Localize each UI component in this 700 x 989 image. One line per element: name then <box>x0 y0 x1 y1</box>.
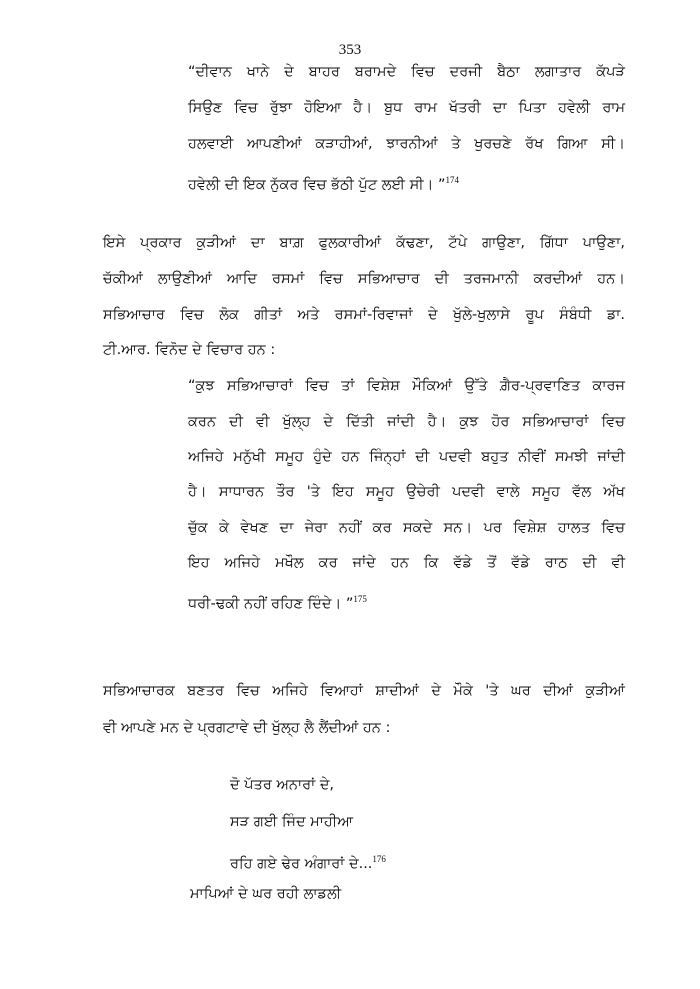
quote-line: ਹੈ। ਸਾਧਾਰਨ ਤੌਰ 'ਤੇ ਇਹ ਸਮੂਹ ਉਚੇਰੀ ਪਦਵੀ ਵਾਲੇ ਸਮੂਹ ਵੱਲ ਅੱਖ <box>188 484 625 500</box>
page-number: 353 <box>338 42 362 58</box>
quote-line: “ਕੁਝ ਸਭਿਆਚਾਰਾਂ ਵਿਚ ਤਾਂ ਵਿਸ਼ੇਸ਼ ਮੌਕਿਆਂ ਉੱਤੇ ਗ਼ੈਰ-ਪ੍ਰਵਾਣਿਤ ਕਾਰਜ <box>188 378 625 394</box>
body-line: ਸਭਿਆਚਾਰਕ ਬਣਤਰ ਵਿਚ ਅਜਿਹੇ ਵਿਆਹਾਂ ਸ਼ਾਦੀਆਂ ਦੇ ਮੌਕੇ 'ਤੇ ਘਰ ਦੀਆਂ ਕੁੜੀਆਂ <box>103 683 625 699</box>
body-line: ਟੀ.ਆਰ. ਵਿਨੋਦ ਦੇ ਵਿਚਾਰ ਹਨ : <box>103 342 276 358</box>
footnote-ref: 175 <box>353 594 367 604</box>
quote-line: ਸਿਉਣ ਵਿਚ ਰੁੱਝਾ ਹੋਇਆ ਹੈ। ਬੁਧ ਰਾਮ ਖੱਤਰੀ ਦਾ ਪਿਤਾ ਹਵੇਲੀ ਰਾਮ <box>188 100 625 116</box>
footnote-ref: 176 <box>372 854 386 864</box>
quote-text: ਹਵੇਲੀ ਦੀ ਇਕ ਨੁੱਕਰ ਵਿਚ ਭੱਠੀ ਪੁੱਟ ਲਈ ਸੀ। ” <box>188 176 446 193</box>
poem-line: ਮਾਪਿਆਂ ਦੇ ਘਰ ਰਹੀ ਲਾਡਲੀ <box>190 886 342 902</box>
poem-line <box>230 849 386 874</box>
poem-line: ਸੜ ਗਈ ਜਿੰਦ ਮਾਹੀਆ <box>230 814 353 830</box>
quote-text: ਧਰੀ-ਢਕੀ ਨਹੀਂ ਰਹਿਣ ਦਿੰਦੇ। ” <box>188 595 354 612</box>
quote-line: ਹਲਵਾਈ ਆਪਣੀਆਂ ਕੜਾਹੀਆਂ, ਝਾਰਨੀਆਂ ਤੇ ਖੁਰਚਣੇ ਰੱਖ ਗਿਆ ਸੀ। <box>188 136 625 152</box>
quote-line: ਕਰਨ ਦੀ ਵੀ ਖੁੱਲ੍ਹ ਦੇ ਦਿੱਤੀ ਜਾਂਦੀ ਹੈ। ਕੁਝ ਹੋਰ ਸਭਿਆਚਾਰਾਂ ਵਿਚ <box>188 414 625 430</box>
quote-line: ਚੁੱਕ ਕੇ ਵੇਖਣ ਦਾ ਜੇਰਾ ਨਹੀਂ ਕਰ ਸਕਦੇ ਸਨ। ਪਰ ਵਿਸ਼ੇਸ਼ ਹਾਲਤ ਵਿਚ <box>188 520 625 536</box>
body-line: ਸਭਿਆਚਾਰ ਵਿਚ ਲੋਕ ਗੀਤਾਂ ਅਤੇ ਰਸਮਾਂ-ਰਿਵਾਜਾਂ ਦੇ ਖੁੱਲੇ-ਖੁਲਾਸੇ ਰੂਪ ਸੰਬੰਧੀ ਡਾ. <box>103 307 625 323</box>
poem-line: ਦੋ ਪੱਤਰ ਅਨਾਰਾਂ ਦੇ, <box>230 777 335 793</box>
quote-line: ਇਹ ਅਜਿਹੇ ਮਖੌਲ ਕਰ ਜਾਂਦੇ ਹਨ ਕਿ ਵੱਡੇ ਤੋਂ ਵੱਡੇ ਰਾਠ ਦੀ ਵੀ <box>188 555 625 571</box>
quote-line <box>188 589 625 614</box>
body-line: ਵੀ ਆਪਣੇ ਮਨ ਦੇ ਪ੍ਰਗਟਾਵੇ ਦੀ ਖੁੱਲ੍ਹ ਲੈ ਲੈਂਦੀਆਂ ਹਨ : <box>103 720 391 736</box>
quote-line: ਅਜਿਹੇ ਮਨੁੱਖੀ ਸਮੂਹ ਹੁੰਦੇ ਹਨ ਜਿੰਨ੍ਹਾਂ ਦੀ ਪਦਵੀ ਬਹੁਤ ਨੀਵੀਂ ਸਮਝੀ ਜਾਂਦੀ <box>188 449 625 465</box>
quote-line <box>188 170 625 195</box>
poem-text: ਰਹਿ ਗਏ ਢੇਰ ਅੰਗਾਰਾਂ ਦੇ... <box>230 855 373 872</box>
footnote-ref: 174 <box>445 175 460 185</box>
body-line: ਇਸੇ ਪ੍ਰਕਾਰ ਕੁੜੀਆਂ ਦਾ ਬਾਗ਼ ਫੁਲਕਾਰੀਆਂ ਕੱਢਣਾ, ਟੱਪੇ ਗਾਉਣਾ, ਗਿੱਧਾ ਪਾਉਣਾ, <box>103 235 625 251</box>
quote-line: “ਦੀਵਾਨ ਖਾਨੇ ਦੇ ਬਾਹਰ ਬਰਾਮਦੇ ਵਿਚ ਦਰਜੀ ਬੈਠਾ ਲਗਾਤਾਰ ਕੱਪੜੇ <box>188 64 625 80</box>
body-line: ਚੱਕੀਆਂ ਲਾਉਣੀਆਂ ਆਦਿ ਰਸਮਾਂ ਵਿਚ ਸਭਿਆਚਾਰ ਦੀ ਤਰਜਮਾਨੀ ਕਰਦੀਆਂ ਹਨ। <box>103 271 625 287</box>
